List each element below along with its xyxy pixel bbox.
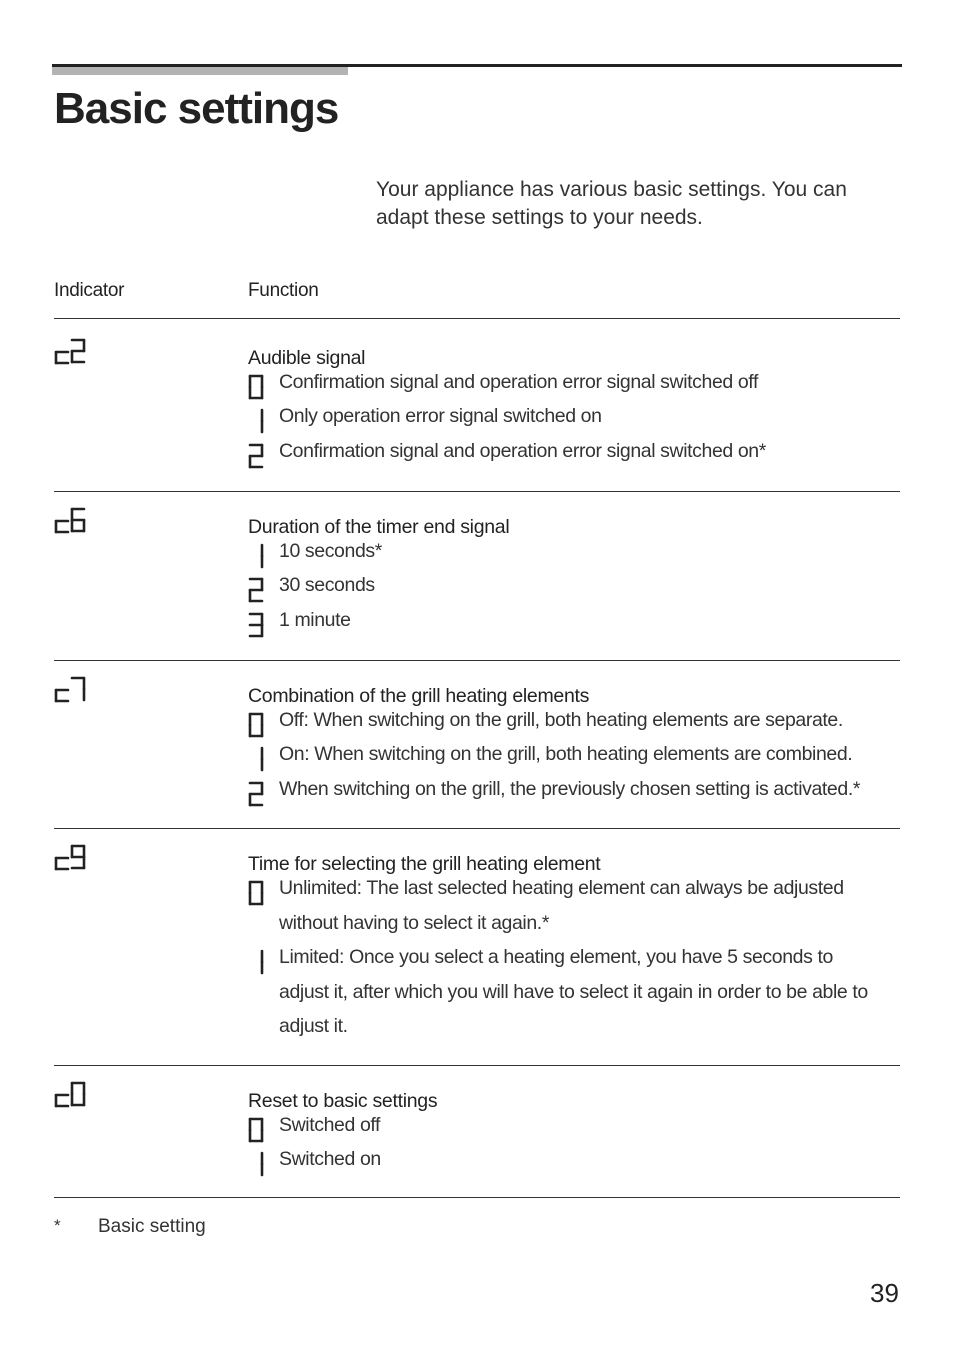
option-digit bbox=[248, 879, 266, 907]
intro-text: Your appliance has various basic settings. You can adapt these settings to your needs. bbox=[376, 178, 847, 229]
option-digit bbox=[248, 1116, 266, 1144]
option-text: Confirmation signal and operation error signal switched off bbox=[279, 371, 758, 393]
header-divider bbox=[54, 318, 900, 319]
option-digit bbox=[248, 745, 266, 773]
column-header-function: Function bbox=[248, 280, 319, 301]
option-text: 1 minute bbox=[279, 609, 351, 631]
option-digit bbox=[248, 407, 266, 435]
option-text: Switched on bbox=[279, 1148, 381, 1170]
section-divider bbox=[54, 660, 900, 661]
option-digit bbox=[248, 373, 266, 401]
function-title: Reset to basic settings bbox=[248, 1090, 438, 1112]
section-divider bbox=[54, 491, 900, 492]
option-digit bbox=[248, 948, 266, 976]
column-header-indicator: Indicator bbox=[54, 280, 125, 301]
indicator-display-c2 bbox=[54, 337, 114, 367]
function-title: Duration of the timer end signal bbox=[248, 516, 510, 538]
indicator-display-c9 bbox=[54, 843, 114, 873]
footnote-text: Basic setting bbox=[98, 1216, 206, 1237]
footnote-mark: * bbox=[54, 1216, 61, 1235]
option-text: 30 seconds bbox=[279, 574, 375, 596]
option-digit bbox=[248, 780, 266, 808]
indicator-display-c6 bbox=[54, 506, 114, 536]
indicator-display-c7 bbox=[54, 675, 114, 705]
page-number: 39 bbox=[870, 1278, 899, 1308]
section-divider bbox=[54, 828, 900, 829]
option-text: Only operation error signal switched on bbox=[279, 405, 602, 427]
option-text: 10 seconds* bbox=[279, 540, 382, 562]
table-bottom-divider bbox=[54, 1197, 900, 1198]
function-title: Time for selecting the grill heating element bbox=[248, 853, 601, 875]
option-digit bbox=[248, 442, 266, 470]
page-title: Basic settings bbox=[54, 84, 339, 133]
option-digit bbox=[248, 542, 266, 570]
option-digit bbox=[248, 576, 266, 604]
option-digit bbox=[248, 611, 266, 639]
option-text: Limited: Once you select a heating element, you have 5 seconds to adjust it, after which you will have to select it again in order to be able to adjust it. bbox=[279, 946, 868, 1037]
option-text: Switched off bbox=[279, 1114, 381, 1136]
top-accent-bar bbox=[52, 67, 348, 75]
option-text: On: When switching on the grill, both heating elements are combined. bbox=[279, 743, 853, 765]
option-text: When switching on the grill, the previously chosen setting is activated.* bbox=[279, 778, 861, 800]
function-title: Combination of the grill heating elements bbox=[248, 685, 590, 707]
option-digit bbox=[248, 711, 266, 739]
indicator-display-c0 bbox=[54, 1080, 114, 1110]
function-title: Audible signal bbox=[248, 347, 366, 369]
option-text: Unlimited: The last selected heating element can always be adjusted without having to select it again.* bbox=[279, 877, 844, 934]
option-text: Off: When switching on the grill, both heating elements are separate. bbox=[279, 709, 843, 731]
option-text: Confirmation signal and operation error signal switched on* bbox=[279, 440, 766, 462]
section-divider bbox=[54, 1065, 900, 1066]
option-digit bbox=[248, 1150, 266, 1178]
